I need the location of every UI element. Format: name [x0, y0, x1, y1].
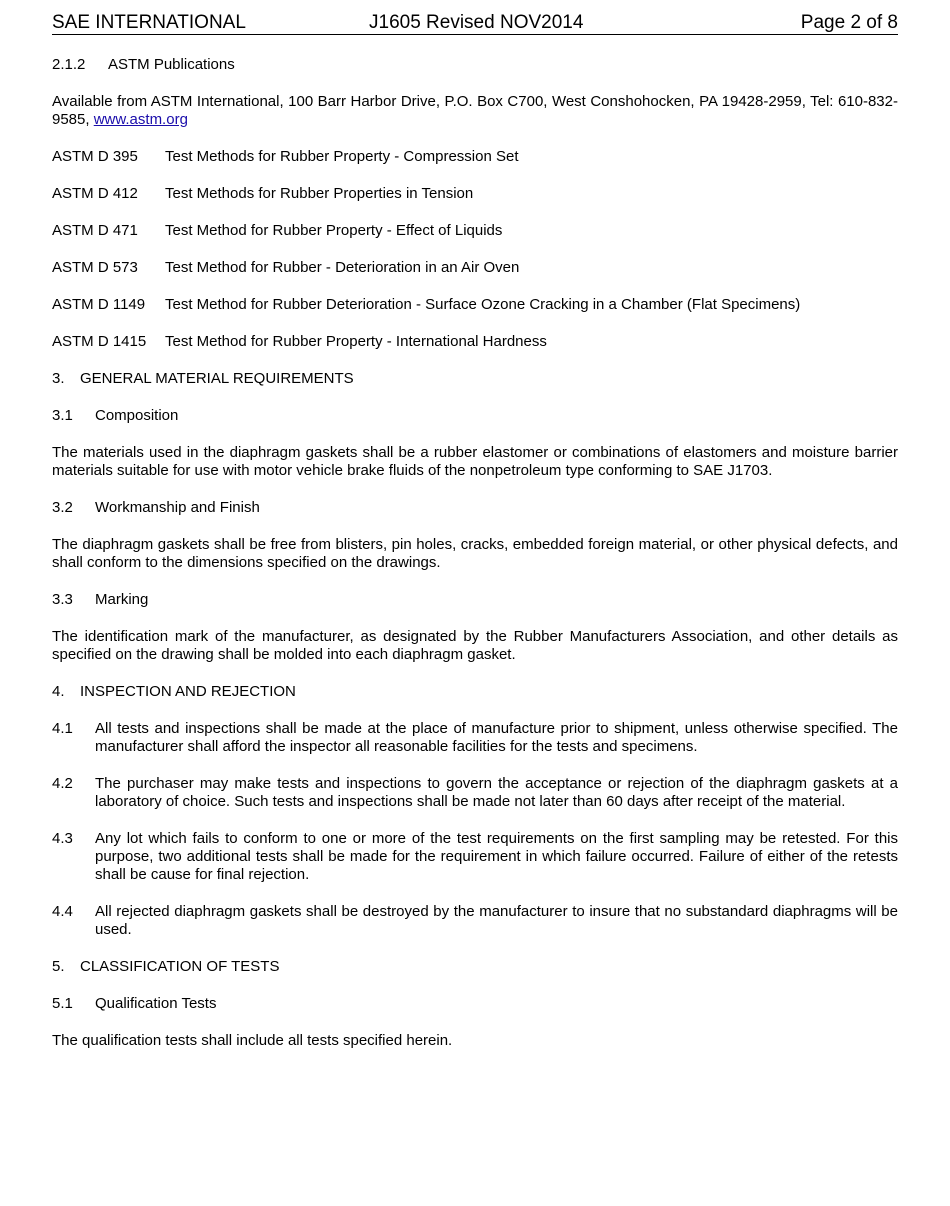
- section-title: Marking: [95, 591, 149, 608]
- section-3-3-heading: [52, 591, 898, 609]
- item-text: All rejected diaphragm gaskets shall be destroyed by the manufacturer to insure that no substandard diaphragms will be used.: [95, 903, 898, 938]
- astm-title: Test Methods for Rubber Properties in Tension: [165, 185, 474, 202]
- section-title: GENERAL MATERIAL REQUIREMENTS: [80, 370, 354, 387]
- section-3-3-text: The identification mark of the manufacturer, as designated by the Rubber Manufacturers Association, and other details as specified on the drawing shall be molded into each diaphragm gasket.: [52, 628, 898, 663]
- section-5-1-text: The qualification tests shall include all tests specified herein.: [52, 1032, 453, 1049]
- section-2-1-2-heading: [52, 56, 898, 74]
- astm-title: Test Method for Rubber Property - International Hardness: [165, 333, 547, 350]
- section-title: Composition: [95, 407, 179, 424]
- section-3-heading: [52, 370, 898, 388]
- astm-availability-text: Available from ASTM International, 100 Barr Harbor Drive, P.O. Box C700, West Conshohocken, PA 19428-2959, Tel: 610-832-9585,: [52, 93, 898, 128]
- item-number: 4.4: [52, 903, 73, 920]
- astm-title: Test Method for Rubber Property - Effect of Liquids: [165, 222, 503, 239]
- section-3-2-text: The diaphragm gaskets shall be free from blisters, pin holes, cracks, embedded foreign material, or other physical defects, and shall conform to the dimensions specified on the drawings.: [52, 536, 898, 571]
- astm-reference: [52, 185, 898, 203]
- astm-code: ASTM D 1149: [52, 296, 146, 313]
- item-number: 4.2: [52, 775, 73, 792]
- section-title: Workmanship and Finish: [95, 499, 260, 516]
- astm-title: Test Method for Rubber - Deterioration in an Air Oven: [165, 259, 520, 276]
- section-4-4: [52, 903, 898, 939]
- section-number: 2.1.2: [52, 56, 86, 73]
- section-3-1-text: The materials used in the diaphragm gaskets shall be a rubber elastomer or combinations of elastomers and moisture barrier materials suitable for use with motor vehicle brake fluids of the nonpetroleum type conforming to SAE J1703.: [52, 444, 898, 479]
- section-number: 3.1: [52, 407, 73, 424]
- astm-code: ASTM D 395: [52, 148, 138, 165]
- astm-reference: [52, 222, 898, 240]
- section-title: CLASSIFICATION OF TESTS: [80, 958, 280, 975]
- document-body: [52, 56, 898, 1050]
- item-text: The purchaser may make tests and inspections to govern the acceptance or rejection of the diaphragm gaskets at a laboratory of choice. Such tests and inspections shall be made not later than 60 days after receipt of the material.: [95, 775, 898, 810]
- item-number: 4.1: [52, 720, 73, 737]
- astm-title: Test Methods for Rubber Property - Compression Set: [165, 148, 519, 165]
- page-header: [52, 12, 898, 35]
- section-4-3: [52, 830, 898, 884]
- section-3-1-heading: [52, 407, 898, 425]
- astm-website-link[interactable]: www.astm.org: [93, 111, 188, 128]
- astm-reference: [52, 296, 898, 314]
- section-number: 3.: [52, 370, 65, 387]
- astm-reference: [52, 148, 898, 166]
- section-title: Qualification Tests: [95, 995, 217, 1012]
- section-title: ASTM Publications: [108, 56, 235, 73]
- section-number: 3.3: [52, 591, 73, 608]
- header-page-number: Page 2 of 8: [800, 12, 898, 33]
- astm-code: ASTM D 412: [52, 185, 138, 202]
- astm-code: ASTM D 471: [52, 222, 138, 239]
- section-number: 3.2: [52, 499, 73, 516]
- astm-title: Test Method for Rubber Deterioration - Surface Ozone Cracking in a Chamber (Flat Specimens): [165, 296, 801, 313]
- section-title: INSPECTION AND REJECTION: [80, 683, 296, 700]
- astm-availability: [52, 93, 898, 129]
- astm-code: ASTM D 1415: [52, 333, 147, 350]
- astm-reference: [52, 259, 898, 277]
- header-doc-id: J1605 Revised NOV2014: [369, 12, 584, 33]
- section-number: 5.: [52, 958, 65, 975]
- section-4-heading: [52, 683, 898, 701]
- section-number: 4.: [52, 683, 65, 700]
- astm-reference: [52, 333, 898, 351]
- section-5-1-heading: [52, 995, 898, 1013]
- item-number: 4.3: [52, 830, 73, 847]
- section-4-2: [52, 775, 898, 811]
- section-4-1: [52, 720, 898, 756]
- item-text: Any lot which fails to conform to one or more of the test requirements on the first sampling may be retested. For this purpose, two additional tests shall be made for the requirement in which failure occurred. Failure of either of the retests shall be cause for final rejection.: [95, 830, 898, 883]
- astm-code: ASTM D 573: [52, 259, 138, 276]
- header-org: SAE INTERNATIONAL: [52, 12, 246, 33]
- section-5-heading: [52, 958, 898, 976]
- item-text: All tests and inspections shall be made at the place of manufacture prior to shipment, unless otherwise specified. The manufacturer shall afford the inspector all reasonable facilities for the tests and specimens.: [95, 720, 898, 755]
- section-number: 5.1: [52, 995, 73, 1012]
- section-3-2-heading: [52, 499, 898, 517]
